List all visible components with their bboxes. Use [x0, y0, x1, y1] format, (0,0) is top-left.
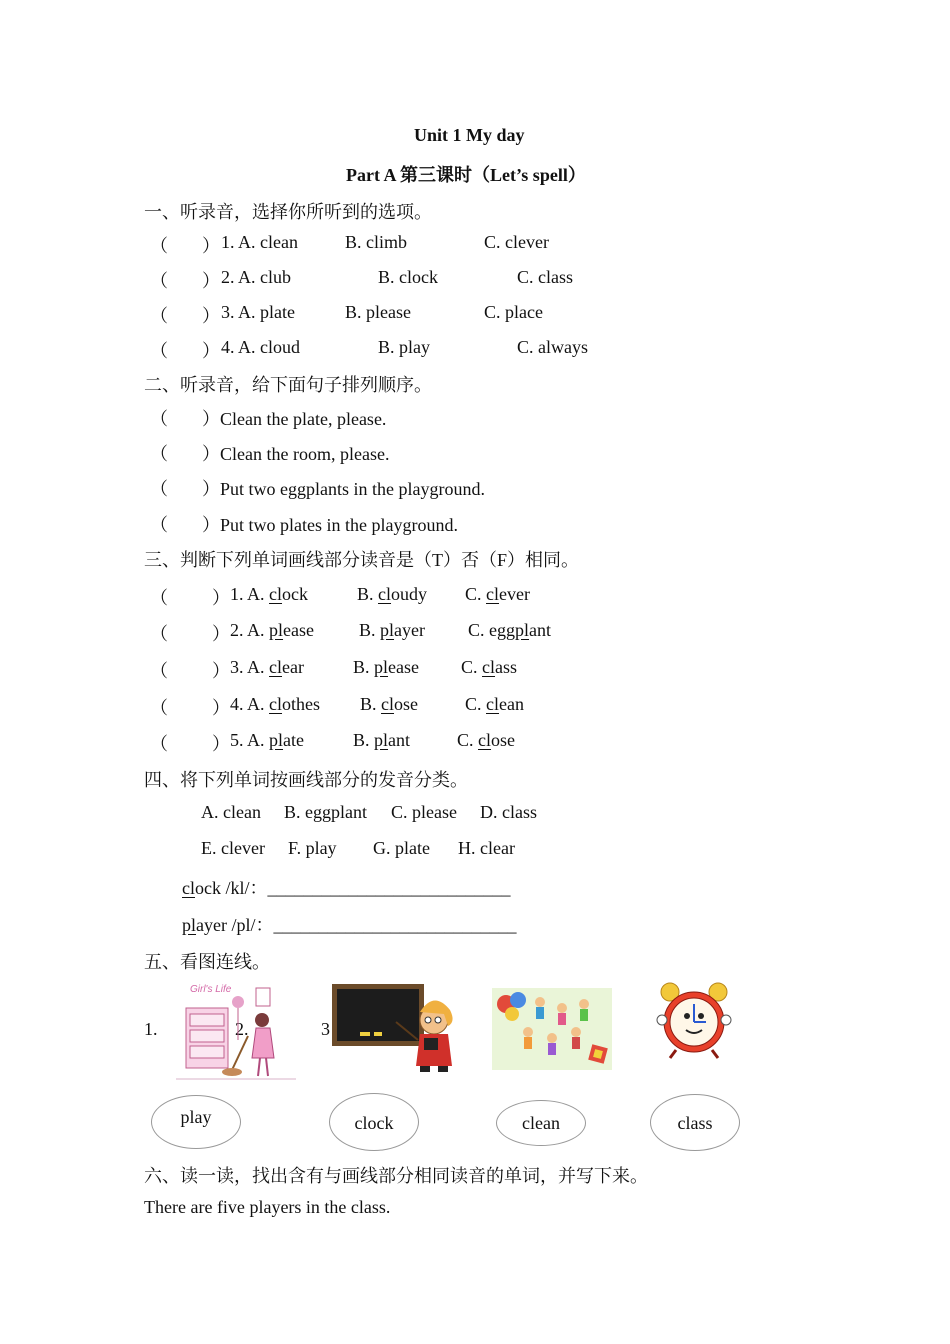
section5-heading: 五、看图连线。 [144, 952, 270, 972]
girl-cleaning-picture [176, 980, 296, 1082]
option-b: B. climb [345, 232, 407, 252]
paren-open: （ [150, 306, 168, 326]
word-oval-play[interactable] [151, 1095, 241, 1149]
word-option: F. play [288, 838, 337, 858]
option-c: C. place [484, 302, 543, 322]
word-oval-clean[interactable] [496, 1100, 586, 1146]
section6-heading: 六、读一读，找出含有与画线部分相同读音的单词，并写下来。 [144, 1166, 648, 1186]
section2-item: （ ）Clean the room, please. [150, 444, 390, 464]
paren-close: ） [202, 341, 220, 361]
option-c: C. always [517, 337, 588, 357]
section2-heading: 二、听录音，给下面句子排列顺序。 [144, 375, 432, 395]
picture-label-1: 1. [144, 1019, 158, 1039]
paren-open: （ [150, 341, 168, 361]
section3-heading: 三、判断下列单词画线部分读音是（T）否（F）相同。 [144, 550, 580, 570]
option-c: C. clever [484, 232, 549, 252]
paren-close: ） [202, 271, 220, 291]
section4-heading: 四、将下列单词按画线部分的发音分类。 [144, 770, 468, 790]
picture-label-2: 2. [235, 1019, 249, 1039]
word-oval-clock[interactable] [329, 1093, 419, 1151]
option-a: 4. A. cloud [221, 337, 300, 357]
section1-heading: 一、听录音，选择你所听到的选项。 [144, 202, 432, 222]
word-option: G. plate [373, 838, 430, 858]
sentence: Put two plates in the playground. [220, 515, 458, 535]
paren-close: ） [202, 306, 220, 326]
paren-open: （ [150, 271, 168, 291]
page-subtitle: Part A 第三课时（Let’s spell） [346, 165, 586, 185]
section2-item: （ ）Put two plates in the playground. [150, 515, 458, 535]
section2-item: （ ）Clean the plate, please. [150, 409, 387, 429]
option-b: B. play [378, 337, 430, 357]
paren-close: ） [202, 236, 220, 256]
sentence: Clean the plate, please. [220, 409, 387, 429]
option-b: B. please [345, 302, 411, 322]
classify-line-pl[interactable]: player /pl/：___________________________ [182, 915, 517, 935]
option-a: 2. A. club [221, 267, 291, 287]
svg-text:Girl's Life: Girl's Life [190, 984, 232, 995]
option-b: B. clock [378, 267, 438, 287]
sentence: Clean the room, please. [220, 444, 390, 464]
option-a: 1. A. clean [221, 232, 298, 252]
children-playing-picture [492, 988, 612, 1070]
word-option: H. clear [458, 838, 515, 858]
picture-label-3: 3 [321, 1019, 330, 1039]
classify-line-kl[interactable]: clock /kl/：___________________________ [182, 878, 511, 898]
oval-label: class [677, 1113, 713, 1133]
page-title: Unit 1 My day [414, 125, 525, 145]
section6-sentence: There are five players in the class. [144, 1197, 391, 1217]
word-oval-class[interactable] [650, 1094, 740, 1151]
sentence: Put two eggplants in the playground. [220, 479, 485, 499]
word-option: E. clever [201, 838, 265, 858]
teacher-blackboard-picture [330, 982, 460, 1074]
paren-open: （ [150, 236, 168, 256]
oval-label: clock [354, 1113, 394, 1133]
option-c: C. class [517, 267, 573, 287]
oval-label: clean [522, 1113, 560, 1133]
word-option: D. class [480, 802, 537, 822]
alarm-clock-picture [654, 980, 734, 1060]
oval-label: play [180, 1107, 212, 1127]
word-option: A. clean [201, 802, 261, 822]
word-option: B. eggplant [284, 802, 367, 822]
word-option: C. please [391, 802, 457, 822]
option-a: 3. A. plate [221, 302, 295, 322]
section2-item: （ ）Put two eggplants in the playground. [150, 479, 485, 499]
